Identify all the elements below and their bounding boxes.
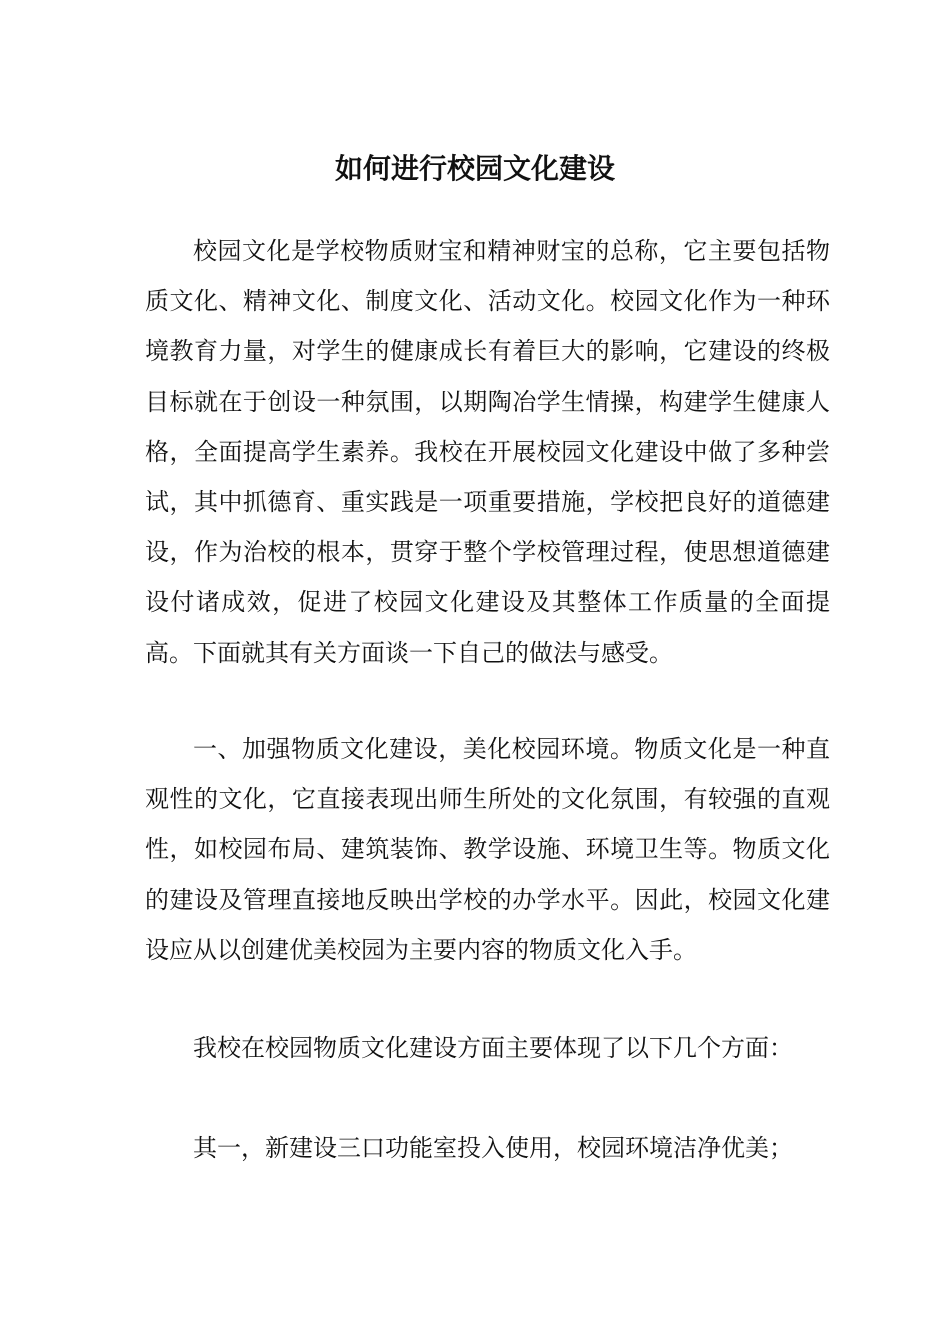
paragraph-aspects-intro: 我校在校园物质文化建设方面主要体现了以下几个方面： bbox=[193, 1034, 793, 1062]
paragraph-introduction: 校园文化是学校物质财宝和精神财宝的总称，它主要包括物质文化、精神文化、制度文化、活动文化。校园文化作为一种环境教育力量，对学生的健康成长有着巨大的影响，它建设的终极目标就在于创设一种氛围，以期陶冶学生情操，构建学生健康人格，全面提高学生素养。我校在开展校园文化建设中做了多种尝试，其中抓德育、重实践是一项重要措施，学校把良好的道德建设，作为治校的根本，贯穿于整个学校管理过程，使思想道德建设付诸成效，促进了校园文化建设及其整体工作质量的全面提高。下面就其有关方面谈一下自己的做法与感受。 bbox=[145, 237, 830, 667]
document-title: 如何进行校园文化建设 bbox=[334, 151, 615, 185]
paragraph-section-one: 一、加强物质文化建设，美化校园环境。物质文化是一种直观性的文化，它直接表现出师生所处的文化氛围，有较强的直观性，如校园布局、建筑装饰、教学设施、环境卫生等。物质文化的建设及管理直接地反映出学校的办学水平。因此，校园文化建设应从以创建优美校园为主要内容的物质文化入手。 bbox=[145, 735, 830, 964]
paragraph-first-aspect: 其一，新建设三口功能室投入使用，校园环境洁净优美； bbox=[193, 1134, 793, 1162]
